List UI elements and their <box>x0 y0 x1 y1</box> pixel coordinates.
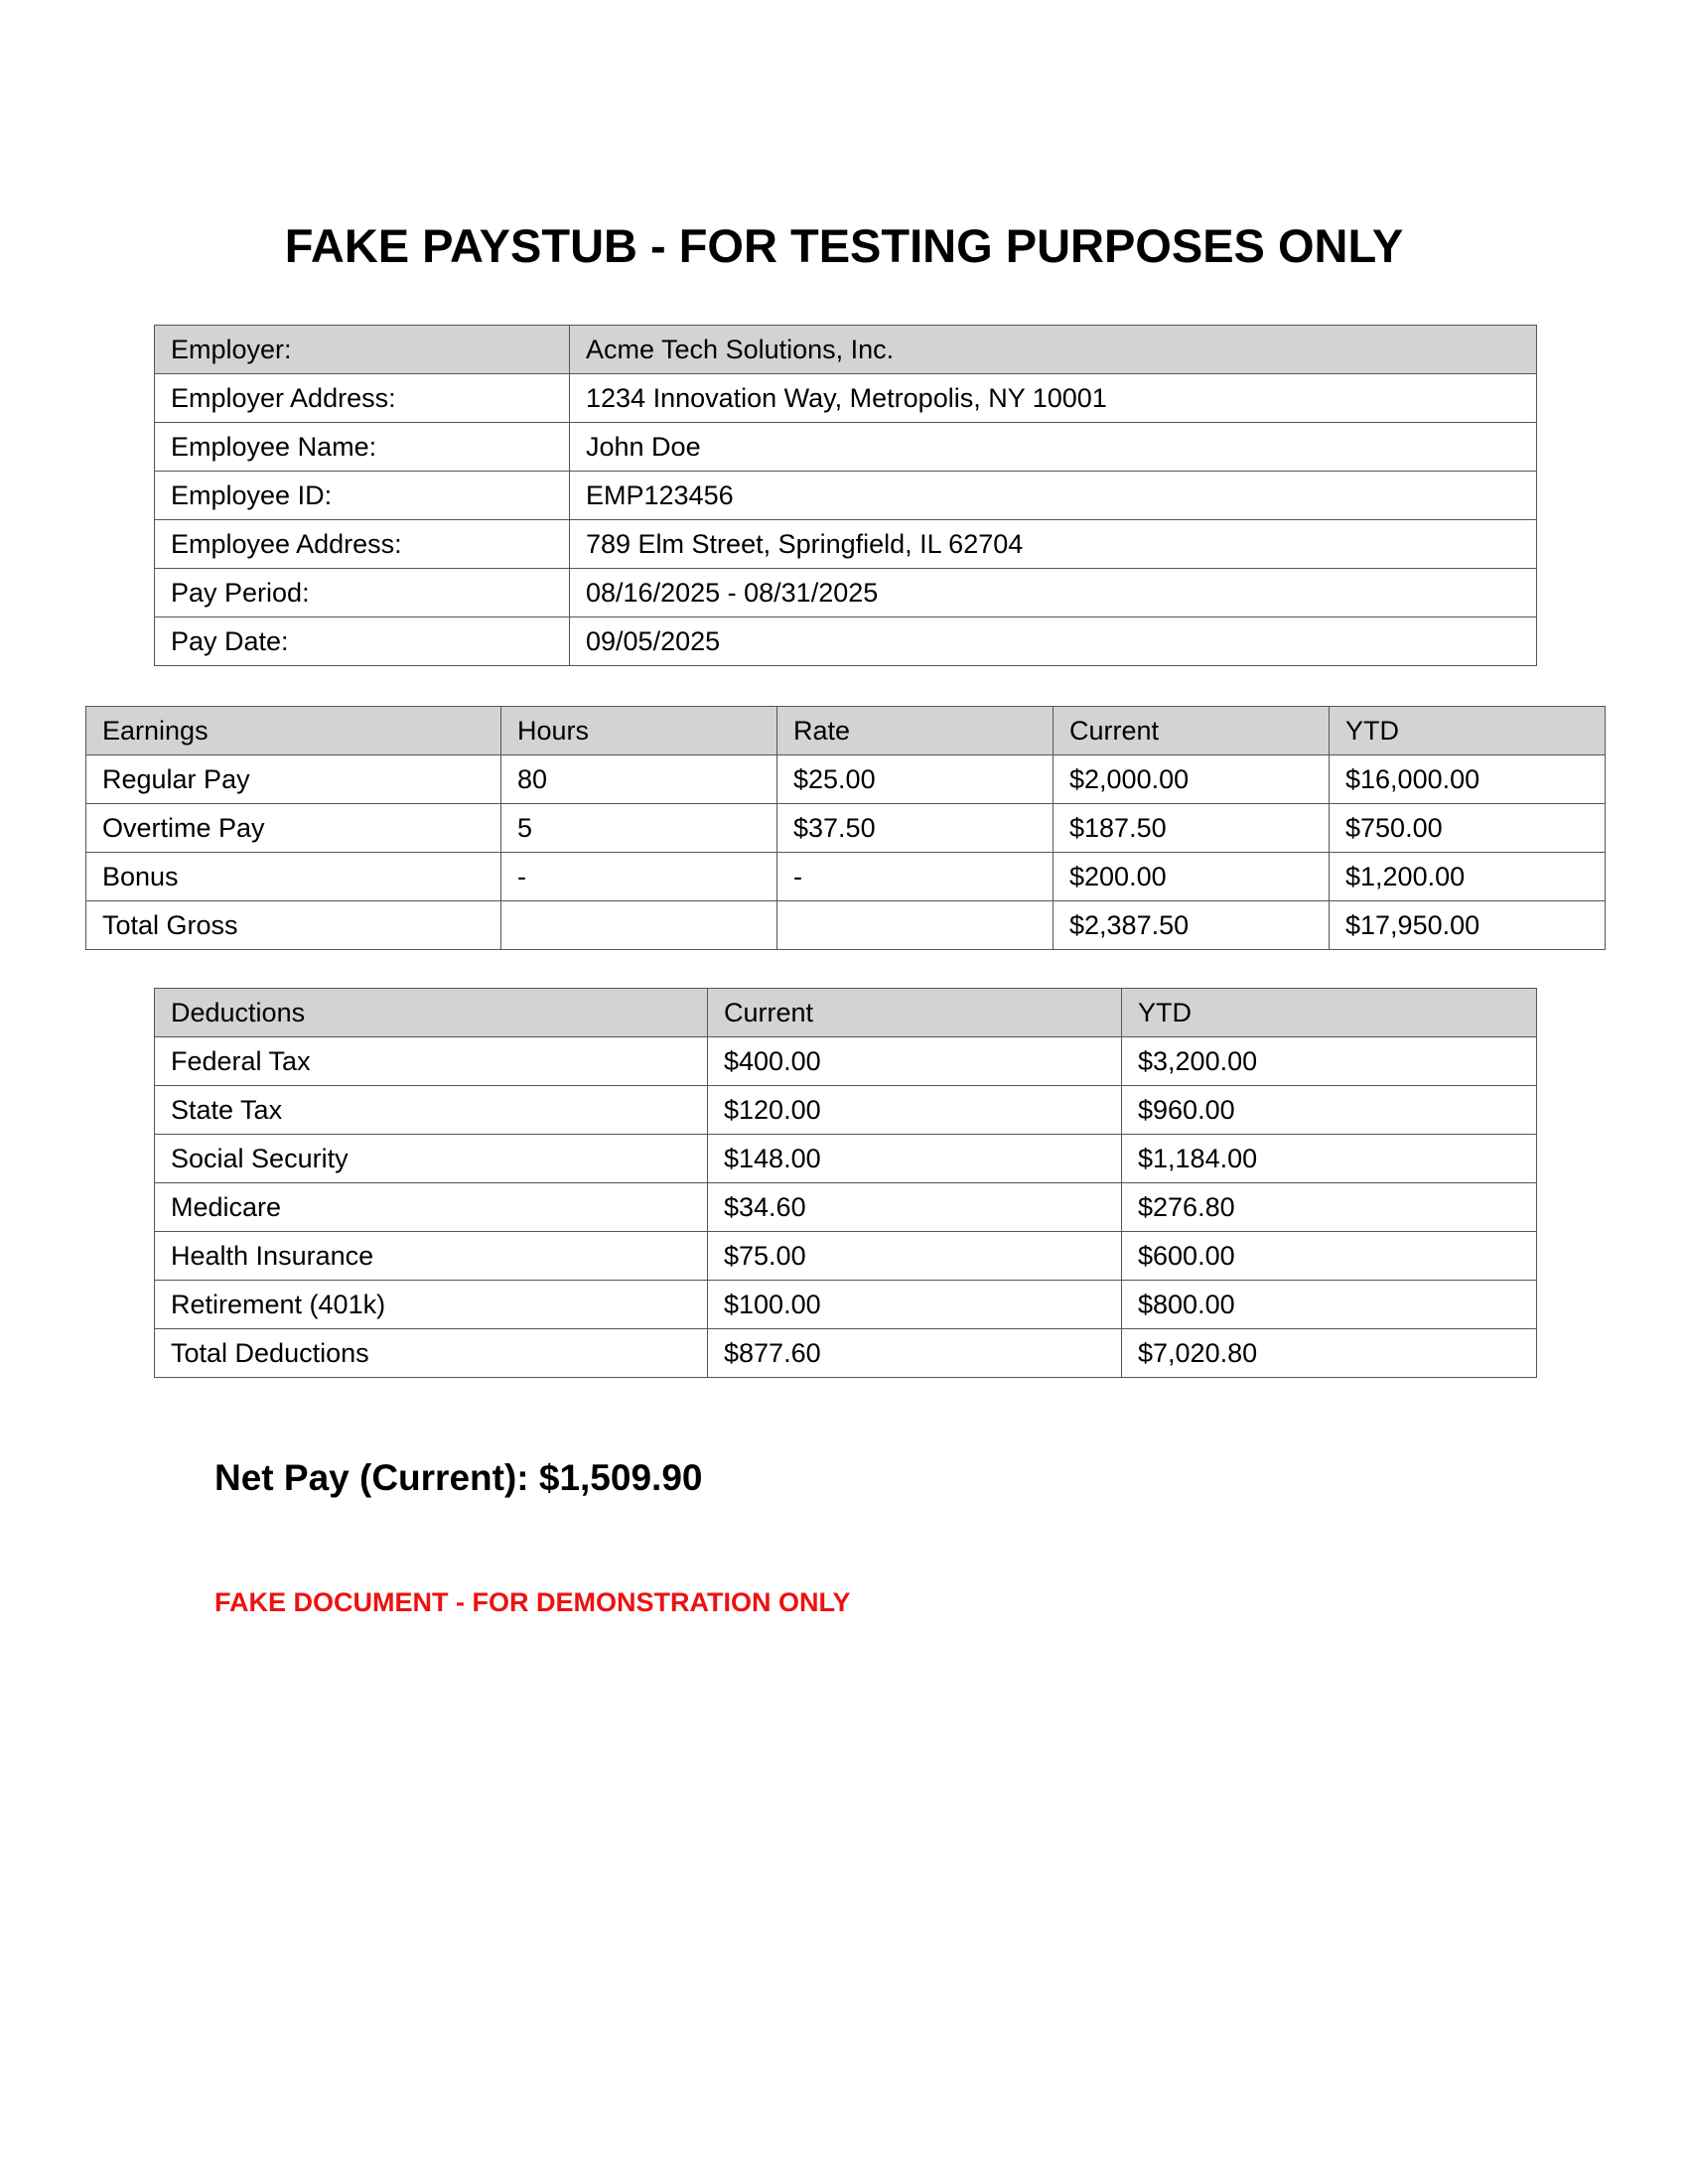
column-header: Current <box>1054 707 1330 755</box>
table-cell: Bonus <box>86 853 501 901</box>
column-header: Rate <box>777 707 1054 755</box>
table-cell: Total Deductions <box>155 1329 708 1378</box>
table-cell: Federal Tax <box>155 1037 708 1086</box>
table-cell: Medicare <box>155 1183 708 1232</box>
table-cell: $2,000.00 <box>1054 755 1330 804</box>
table-cell: $120.00 <box>708 1086 1122 1135</box>
info-row-pay-period <box>155 569 1537 617</box>
table-cell: $100.00 <box>708 1281 1122 1329</box>
info-row-employee-address <box>155 520 1537 569</box>
info-label: Employee Name: <box>155 423 570 472</box>
net-pay: Net Pay (Current): $1,509.90 <box>214 1457 703 1498</box>
info-label: Employee ID: <box>155 472 570 520</box>
table-cell: $25.00 <box>777 755 1054 804</box>
table-cell: $600.00 <box>1122 1232 1537 1281</box>
table-row <box>155 1086 1537 1135</box>
info-label: Pay Period: <box>155 569 570 617</box>
table-cell: - <box>777 853 1054 901</box>
table-cell: Social Security <box>155 1135 708 1183</box>
table-row <box>86 804 1606 853</box>
table-cell: $37.50 <box>777 804 1054 853</box>
table-cell: $148.00 <box>708 1135 1122 1183</box>
info-row-employer-address <box>155 374 1537 423</box>
info-value: Acme Tech Solutions, Inc. <box>570 326 1537 374</box>
table-cell: $187.50 <box>1054 804 1330 853</box>
info-value: EMP123456 <box>570 472 1537 520</box>
table-cell: $960.00 <box>1122 1086 1537 1135</box>
info-label: Pay Date: <box>155 617 570 666</box>
table-cell: $16,000.00 <box>1330 755 1606 804</box>
table-cell: Overtime Pay <box>86 804 501 853</box>
table-cell: 80 <box>501 755 777 804</box>
table-row <box>155 1037 1537 1086</box>
table-header-row <box>155 989 1537 1037</box>
table-cell: - <box>501 853 777 901</box>
table-cell: Health Insurance <box>155 1232 708 1281</box>
table-cell: $17,950.00 <box>1330 901 1606 950</box>
table-cell: 5 <box>501 804 777 853</box>
info-value: 1234 Innovation Way, Metropolis, NY 10001 <box>570 374 1537 423</box>
info-label: Employer Address: <box>155 374 570 423</box>
table-cell: $1,184.00 <box>1122 1135 1537 1183</box>
info-value: 789 Elm Street, Springfield, IL 62704 <box>570 520 1537 569</box>
column-header: Earnings <box>86 707 501 755</box>
deductions-table <box>154 988 1537 1378</box>
table-header-row <box>86 707 1606 755</box>
column-header: YTD <box>1330 707 1606 755</box>
info-label: Employee Address: <box>155 520 570 569</box>
column-header: Current <box>708 989 1122 1037</box>
table-cell: $800.00 <box>1122 1281 1537 1329</box>
table-cell: $400.00 <box>708 1037 1122 1086</box>
info-row-employer <box>155 326 1537 374</box>
info-value: John Doe <box>570 423 1537 472</box>
table-cell: Retirement (401k) <box>155 1281 708 1329</box>
table-row <box>86 853 1606 901</box>
table-cell: $877.60 <box>708 1329 1122 1378</box>
table-cell: $200.00 <box>1054 853 1330 901</box>
page-title: FAKE PAYSTUB - FOR TESTING PURPOSES ONLY <box>284 219 1404 272</box>
table-cell: $750.00 <box>1330 804 1606 853</box>
table-row <box>155 1183 1537 1232</box>
table-row <box>155 1135 1537 1183</box>
disclaimer-text: FAKE DOCUMENT - FOR DEMONSTRATION ONLY <box>214 1587 851 1617</box>
table-cell: $75.00 <box>708 1232 1122 1281</box>
table-cell: Total Gross <box>86 901 501 950</box>
info-value: 08/16/2025 - 08/31/2025 <box>570 569 1537 617</box>
table-row <box>155 1232 1537 1281</box>
info-row-pay-date <box>155 617 1537 666</box>
total-row <box>86 901 1606 950</box>
table-cell: $34.60 <box>708 1183 1122 1232</box>
table-cell: State Tax <box>155 1086 708 1135</box>
info-label: Employer: <box>155 326 570 374</box>
earnings-table <box>85 706 1606 950</box>
table-cell: $3,200.00 <box>1122 1037 1537 1086</box>
info-value: 09/05/2025 <box>570 617 1537 666</box>
info-row-employee-name <box>155 423 1537 472</box>
total-row <box>155 1329 1537 1378</box>
table-cell: $1,200.00 <box>1330 853 1606 901</box>
table-row <box>86 755 1606 804</box>
table-row <box>155 1281 1537 1329</box>
column-header: YTD <box>1122 989 1537 1037</box>
column-header: Hours <box>501 707 777 755</box>
column-header: Deductions <box>155 989 708 1037</box>
info-row-employee-id <box>155 472 1537 520</box>
table-cell: Regular Pay <box>86 755 501 804</box>
table-cell: $2,387.50 <box>1054 901 1330 950</box>
table-cell: $7,020.80 <box>1122 1329 1537 1378</box>
table-cell <box>777 901 1054 950</box>
table-cell <box>501 901 777 950</box>
table-cell: $276.80 <box>1122 1183 1537 1232</box>
employee-info-table <box>154 325 1537 666</box>
